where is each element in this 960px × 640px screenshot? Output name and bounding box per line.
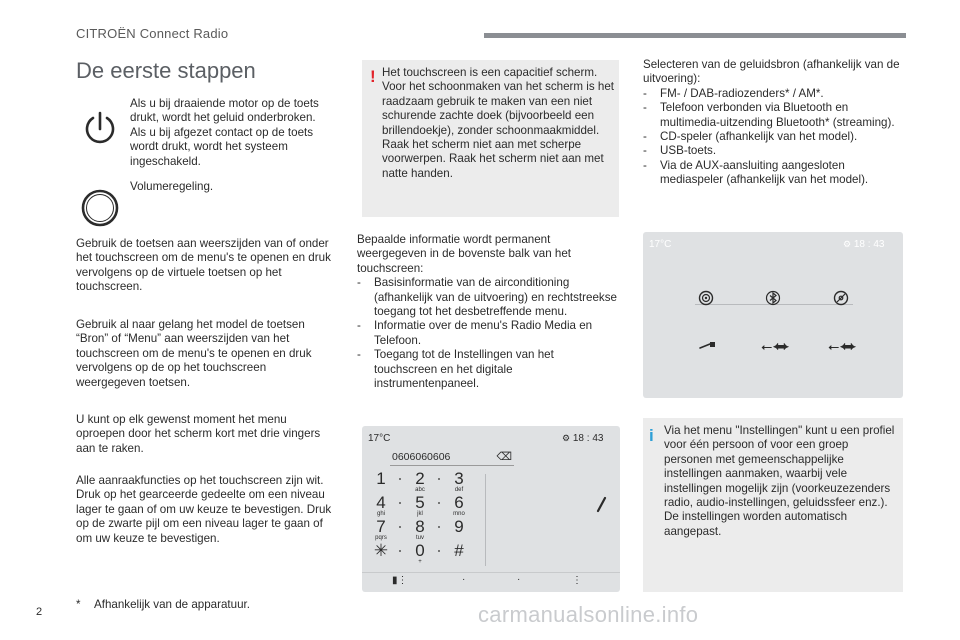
phone-book-icon[interactable]: ▮⋮ bbox=[392, 575, 408, 586]
temperature-readout: 17°C bbox=[649, 239, 672, 250]
volume-knob-icon bbox=[76, 184, 124, 232]
call-icon[interactable] bbox=[594, 496, 608, 514]
warning-box bbox=[362, 60, 619, 217]
key-digit: 0 bbox=[415, 541, 425, 560]
header-rule bbox=[484, 33, 906, 38]
dialed-number: 0606060606 bbox=[392, 451, 451, 463]
source-selection bbox=[643, 58, 905, 188]
key-digit: 9 bbox=[454, 517, 464, 536]
keypad-key[interactable] bbox=[444, 470, 474, 493]
key-digit: # bbox=[454, 541, 464, 560]
key-separator bbox=[438, 478, 440, 480]
more-options-icon[interactable]: ⋮ bbox=[572, 575, 582, 586]
keypad-key[interactable] bbox=[366, 518, 396, 541]
watermark: carmanualsonline.info bbox=[478, 602, 699, 627]
key-separator bbox=[438, 526, 440, 528]
cd-source-icon[interactable] bbox=[833, 290, 849, 306]
key-letters: jkl bbox=[417, 511, 423, 517]
clock-time: 18 : 43 bbox=[572, 433, 604, 444]
footnote bbox=[76, 598, 250, 611]
key-digit: 3 bbox=[454, 469, 464, 488]
usb-source-icon[interactable]: ⭠⬌ bbox=[761, 338, 790, 354]
list-item: - Informatie over de menu's Radio Media en Telefoon. bbox=[357, 319, 619, 348]
key-separator bbox=[438, 502, 440, 504]
keypad-key[interactable] bbox=[444, 518, 474, 535]
source-screen bbox=[643, 232, 903, 398]
key-digit: 2 bbox=[415, 469, 425, 488]
bluetooth-source-icon[interactable] bbox=[765, 290, 781, 306]
paragraph-three-fingers: U kunt op elk gewenst moment het menu oproepen door het scherm kort met drie vingers aan te raken. bbox=[76, 413, 321, 455]
keypad-key[interactable] bbox=[366, 470, 396, 487]
key-letters: pqrs bbox=[375, 535, 387, 541]
list-item: - Via de AUX-aansluiting aangesloten mediaspeler (afhankelijk van het model). bbox=[643, 159, 905, 188]
key-letters: ghi bbox=[376, 511, 385, 517]
temperature-readout: 17°C bbox=[368, 433, 391, 444]
menu-dot-icon[interactable]: · bbox=[517, 574, 521, 585]
paragraph-source-menu: Gebruik al naar gelang het model de toetsen “Bron” of “Menu” aan weerszijden van het touchscreen om de menu's te openen en druk vervolgens op de op het touchscreen weergegeven toetsen. bbox=[76, 318, 312, 389]
list-item: - Basisinformatie van de airconditioning (afhankelijk van de uitvoering) en rechtstreekse toegang tot het desbetreffende menu. bbox=[357, 276, 619, 319]
footnote-mark: * bbox=[76, 598, 81, 611]
radio-source-icon[interactable] bbox=[698, 290, 714, 306]
header-title: CITROËN Connect Radio bbox=[76, 26, 229, 41]
keypad-key[interactable] bbox=[405, 518, 435, 541]
key-digit: 6 bbox=[454, 493, 464, 512]
clock-readout bbox=[562, 433, 603, 444]
clock-readout bbox=[843, 239, 884, 250]
clock-time: 18 : 43 bbox=[853, 239, 885, 250]
backspace-icon[interactable]: ⌫ bbox=[496, 451, 512, 463]
phone-screen bbox=[362, 426, 620, 592]
paragraph-touch-keys: Gebruik de toetsen aan weerszijden van of onder het touchscreen om de menu's te openen en druk vervolgens op de virtuele toetsen op het touchscreen. bbox=[76, 237, 331, 294]
keypad-key[interactable] bbox=[405, 494, 435, 517]
key-separator bbox=[399, 550, 401, 552]
keypad-key[interactable] bbox=[366, 542, 396, 559]
volume-description: Volumeregeling. bbox=[130, 180, 214, 193]
page-title: De eerste stappen bbox=[76, 58, 256, 83]
aux-source-icon[interactable] bbox=[698, 340, 716, 352]
key-digit: 7 bbox=[376, 517, 386, 536]
keypad-key[interactable] bbox=[366, 494, 396, 517]
info-box bbox=[643, 418, 903, 592]
info-icon: i bbox=[649, 426, 654, 445]
key-digit: 1 bbox=[376, 469, 386, 488]
paragraph-touch-functions: Alle aanraakfuncties op het touchscreen zijn wit. Druk op het gearceerde gedeelte om een niveau lager te gaan of om uw keuze te bevestigen. Druk op de zwarte pijl om een niveau lager te gaan of om uw keuze te bevestigen. bbox=[76, 474, 332, 545]
number-field[interactable] bbox=[390, 451, 514, 466]
key-letters: tuv bbox=[415, 535, 424, 541]
key-digit: ✳ bbox=[373, 541, 389, 560]
key-separator bbox=[399, 526, 401, 528]
dial-keypad bbox=[366, 470, 484, 566]
top-bar-info bbox=[357, 233, 619, 391]
source-intro: Selecteren van de geluidsbron (afhankelijk van de uitvoering): bbox=[643, 58, 900, 86]
keypad-divider bbox=[485, 474, 486, 566]
bottom-bar bbox=[362, 572, 620, 592]
list-item: - FM- / DAB-radiozenders* / AM*. bbox=[643, 87, 905, 101]
source-list bbox=[643, 87, 905, 188]
list-item: - CD-speler (afhankelijk van het model). bbox=[643, 130, 905, 144]
power-icon bbox=[76, 104, 124, 152]
key-letters: + bbox=[418, 559, 422, 565]
power-description: Als u bij draaiende motor op de toets drukt, wordt het geluid onderbroken. Als u bij afgezet contact op de toets wordt drukt, wordt het systeem ingeschakeld. bbox=[130, 97, 319, 168]
keypad-key[interactable] bbox=[405, 542, 435, 565]
keypad-key[interactable] bbox=[405, 470, 435, 493]
list-item: - Telefoon verbonden via Bluetooth en multimedia-uitzending Bluetooth* (streaming). bbox=[643, 101, 905, 130]
keypad-key[interactable] bbox=[444, 542, 474, 559]
key-digit: 4 bbox=[376, 493, 386, 512]
list-item: - USB-toets. bbox=[643, 144, 905, 158]
top-bar-list bbox=[357, 276, 619, 391]
warning-text: Het touchscreen is een capacitief scherm. Voor het schoonmaken van het scherm is het raadzaam gebruik te maken van een niet schurende zachte doek (bijvoorbeeld een brillendoekje), zonder schoonmaakmiddel. Raak het scherm niet aan met scherpe voorwerpen. Raak het scherm niet aan met natte handen. bbox=[382, 66, 615, 180]
key-letters: mno bbox=[453, 511, 465, 517]
top-bar-intro: Bepaalde informatie wordt permanent weergegeven in de bovenste balk van het touchscreen: bbox=[357, 233, 571, 275]
usb-source-icon[interactable]: ⭠⬌ bbox=[828, 338, 857, 354]
menu-dot-icon[interactable]: · bbox=[462, 574, 466, 585]
settings-icon: ⚙ bbox=[843, 239, 852, 249]
footnote-text: Afhankelijk van de apparatuur. bbox=[94, 598, 250, 611]
key-separator bbox=[399, 478, 401, 480]
key-letters: def bbox=[454, 487, 464, 493]
keypad-key[interactable] bbox=[444, 494, 474, 517]
list-item: - Toegang tot de Instellingen van het touchscreen en het digitale instrumentenpaneel. bbox=[357, 348, 619, 391]
warning-icon: ! bbox=[370, 67, 376, 86]
key-letters: abc bbox=[415, 487, 425, 493]
settings-icon: ⚙ bbox=[562, 433, 571, 443]
info-text: Via het menu "Instellingen" kunt u een profiel voor één persoon of voor een groep personen met gemeenschappelijke instellingen aanmaken, waarbij vele instellingen mogelijk zijn (voorkeuzezenders radio, audio-instellingen, geluidssfeer enz.). De instellingen worden automatisch aangepast. bbox=[664, 424, 895, 538]
key-separator bbox=[399, 502, 401, 504]
key-separator bbox=[438, 550, 440, 552]
key-digit: 5 bbox=[415, 493, 425, 512]
key-digit: 8 bbox=[415, 517, 425, 536]
page-number: 2 bbox=[36, 606, 43, 618]
